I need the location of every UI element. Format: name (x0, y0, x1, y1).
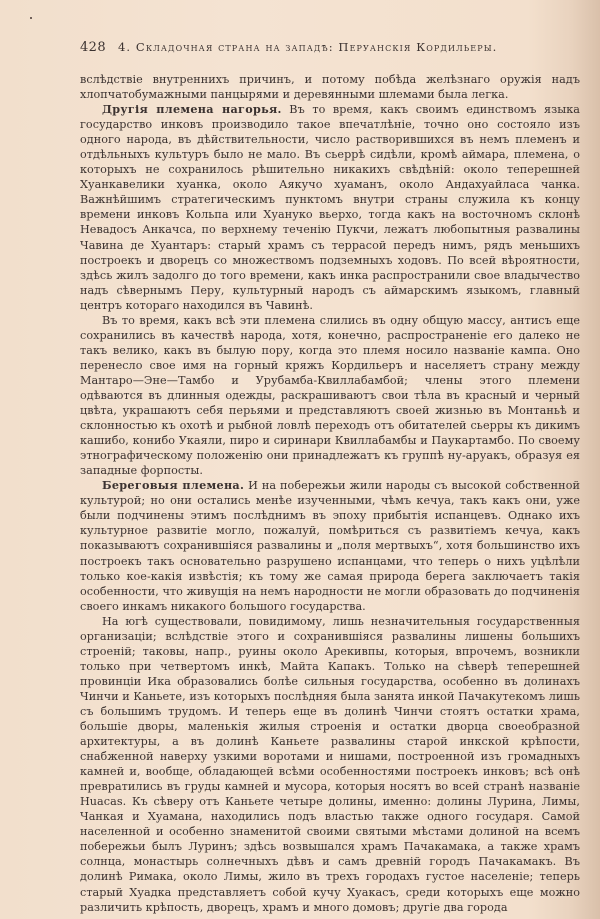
paragraph-text: Въ то время, какъ своимъ единствомъ языка государство инковъ производило такое впечатлѣніе, точно оно состояло изъ одного народа, въ дѣйствительности, число растворившихся въ немъ племенъ и отдѣльныхъ культуръ было не мало. Въ сьеррѣ сидѣли, кромѣ аймара, племена, о которыхъ не сохранилось рѣшительно никакихъ свѣдѣній: около теперешней Хуанкавелики хуанка, около Аякучо хуаманъ, около Андахуайласа чанка. Важнѣйшимъ стратегическимъ пунктомъ внутри страны служила къ концу времени инковъ Кольпа или Хуануко вьерхо, тогда какъ на восточномъ склонѣ Невадосъ Анкачса, по верхнему теченію Пукчи, лежатъ любопытныя развалины Чавина де Хуантаръ: старый храмъ съ террасой передъ нимъ, рядъ меньшихъ построекъ и дворецъ со множествомъ подземныхъ ходовъ. По всей вѣроятности, здѣсь жилъ задолго до того времени, какъ инка распространили свое владычество надъ сѣвернымъ Перу, культурный народъ съ аймарскимъ языкомъ, главный центръ котораго находился въ Чавинѣ. (80, 103, 580, 312)
paragraph-text: И на побережьи жили народы съ высокой собственной культурой; но они остались менѣе изученными, чѣмъ кечуа, такъ какъ они, уже были подчинены этимъ послѣднимъ въ эпоху прибытія испанцевъ. Однако ихъ культурное развитіе могло, пожалуй, помѣриться съ развитіемъ кечуа, какъ показываютъ сохранившіяся развалины и „поля мертвыхъ“, хотя большинство ихъ построекъ такъ основательно разрушено испанцами, что теперь о нихъ уцѣлѣли только кое-какія извѣстія; къ тому же самая природа берега заключаетъ такія особенности, что живущія на немъ народности не могли образовать до подчиненія своего инкамъ никакого большого государства. (80, 479, 580, 613)
paragraph (80, 478, 580, 613)
paragraph (80, 313, 580, 479)
page-number: 428 (80, 40, 107, 55)
paragraph-text: Въ то время, какъ всѣ эти племена слились въ одну общую массу, антисъ еще сохранились въ качествѣ народа, хотя, конечно, распространеніе его далеко не такъ велико, какъ въ былую пору, когда это племя носило названіе кампа. Оно перенесло свое имя на горный кряжъ Кордильеръ и населяетъ страну между Мантаро—Эне—Тамбо и Урубамба-Квиллабамбой; члены этого племени одѣваются въ длинныя одежды, раскрашиваютъ свои тѣла въ красный и черный цвѣта, украшаютъ себя перьями и представляютъ своей жизнью въ Монтаньѣ и склонностью къ охотѣ и рыбной ловлѣ переходъ отъ обитателей сьерры къ дикимъ кашибо, конибо Укаяли, пиро и сиринари Квиллабамбы и Паукартамбо. По своему этнографическому положенію они принадлежатъ къ группѣ ну-аруакъ, образуя ея западные форпосты. (80, 313, 580, 478)
section-heading: Береговыя племена. (102, 478, 245, 493)
paragraph-text: На югѣ существовали, повидимому, лишь незначительныя государственныя организаціи; вслѣдствіе этого и сохранившіяся развалины лишены большихъ строеній; таковы, напр., руины около Арекивпы, которыя, впрочемъ, возникли только при четвертомъ инкѣ, Майта Капакъ. Только на сѣверѣ теперешней провинціи Ика образовались болѣе сильныя государства, особенно въ долинахъ Чинчи и Каньете, изъ которыхъ послѣдняя была занята инкой Пачакутекомъ лишь съ большимъ трудомъ. И теперь еще въ долинѣ Чинчи стоятъ остатки храма, большіе дворы, маленькія жилыя строенія и остатки дворца своеобразной архитектуры, а въ долинѣ Каньете развалины старой инкской крѣпости, снабженной наверху узкими воротами и нишами, построенной изъ громадныхъ камней и, вообще, обладающей всѣми особенностями построекъ инковъ; всѣ онѣ превратились въ груды камней и мусора, которыя носятъ во всей странѣ названіе Huacas. Къ сѣверу отъ Каньете четыре долины, именно: долины Лурина, Лимы, Чанкая и Хуамана, находились подъ властью также одного государя. Самой населенной и особенно знаменитой своими святыми мѣстами долиной на всемъ побережьи былъ Луринъ; здѣсь возвышался храмъ Пачакамака, а также храмъ солнца, монастырь солнечныхъ дѣвъ и самъ древній городъ Пачакамакъ. Въ долинѣ Римака, около Лимы, жило въ трехъ городахъ густое населеніе; теперь старый Хуадка представляетъ собой кучу Хуакасъ, среди которыхъ еще можно различить крѣпость, дворецъ, храмъ и много домовъ; другіе два города (80, 614, 580, 914)
paragraph (80, 614, 580, 915)
running-title: 4. Складочная страна на западѣ: Перуанскія Кордильеры. (118, 40, 498, 54)
paragraph (80, 102, 580, 313)
section-heading: Другія племена нагорья. (102, 102, 282, 117)
ink-speck (30, 17, 32, 19)
page-header (80, 40, 580, 62)
paragraph-text: вслѣдствіе внутреннихъ причинъ, и потому побѣда желѣзнаго оружія надъ хлопчатобумажными панцырями и деревянными шлемами была легка. (80, 73, 580, 102)
page-body (80, 72, 580, 915)
paragraph (80, 72, 580, 102)
book-page (80, 40, 580, 915)
